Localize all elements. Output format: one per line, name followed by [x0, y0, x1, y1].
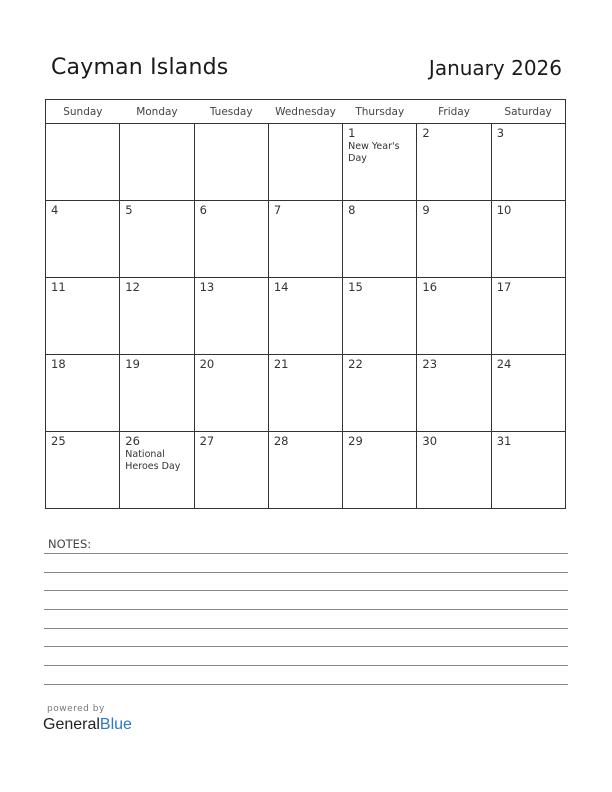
week-row	[46, 432, 566, 509]
day-cell	[491, 355, 565, 432]
note-line	[44, 628, 568, 629]
day-number: 12	[125, 280, 140, 294]
day-cell	[343, 355, 417, 432]
holiday-label: New Year's Day	[348, 141, 400, 164]
day-cell	[46, 432, 120, 509]
day-number: 25	[51, 434, 66, 448]
brand-blue: Blue	[99, 716, 132, 733]
weekday-header: Monday	[120, 100, 194, 124]
day-number: 24	[496, 357, 512, 371]
day-cell	[194, 432, 268, 509]
day-cell	[491, 201, 565, 278]
day-number: 19	[125, 357, 140, 371]
day-cell	[343, 432, 417, 509]
day-cell	[120, 355, 194, 432]
empty-day-cell	[194, 124, 268, 201]
day-cell	[343, 201, 417, 278]
day-number: 11	[51, 280, 66, 294]
weekday-header: Tuesday	[194, 100, 268, 124]
day-number: 2	[422, 126, 430, 140]
day-number: 20	[199, 357, 215, 371]
day-number: 8	[348, 203, 356, 217]
day-cell	[417, 278, 491, 355]
weekday-header-row	[46, 100, 566, 124]
day-cell	[268, 432, 342, 509]
day-cell	[417, 201, 491, 278]
weekday-header: Sunday	[46, 100, 120, 124]
day-number: 14	[273, 280, 289, 294]
day-number: 4	[51, 203, 59, 217]
day-cell	[120, 278, 194, 355]
day-number: 28	[273, 434, 289, 448]
day-number: 13	[199, 280, 215, 294]
weekday-header: Thursday	[343, 100, 417, 124]
week-row	[46, 124, 566, 201]
day-cell	[46, 278, 120, 355]
weekday-header: Friday	[417, 100, 491, 124]
day-cell	[194, 278, 268, 355]
note-line	[44, 609, 568, 610]
day-number: 23	[422, 357, 438, 371]
day-number: 16	[422, 280, 438, 294]
note-line	[44, 665, 568, 666]
weekday-header: Saturday	[491, 100, 565, 124]
empty-day-cell	[268, 124, 342, 201]
day-number: 26	[125, 434, 140, 448]
day-cell	[194, 355, 268, 432]
day-cell	[343, 278, 417, 355]
day-number: 6	[199, 203, 207, 217]
day-cell	[268, 201, 342, 278]
day-number: 29	[348, 434, 363, 448]
day-cell	[491, 124, 565, 201]
day-cell	[268, 278, 342, 355]
powered-by-text: powered by	[47, 704, 105, 714]
day-cell	[417, 432, 491, 509]
day-number: 1	[348, 126, 356, 140]
day-number: 18	[51, 357, 66, 371]
generalblue-logo[interactable]	[43, 716, 132, 734]
day-number: 5	[125, 203, 133, 217]
note-line	[44, 572, 568, 573]
day-number: 21	[273, 357, 289, 371]
brand-general: General	[43, 716, 100, 733]
note-line	[44, 553, 568, 554]
day-number: 3	[496, 126, 505, 140]
day-number: 7	[273, 203, 282, 217]
week-row	[46, 201, 566, 278]
week-row	[46, 278, 566, 355]
month-label: January 2026	[428, 56, 562, 80]
day-number: 27	[199, 434, 215, 448]
day-number: 22	[348, 357, 363, 371]
day-cell	[194, 201, 268, 278]
empty-day-cell	[120, 124, 194, 201]
day-cell	[491, 432, 565, 509]
notes-label: NOTES:	[48, 537, 92, 551]
day-number: 10	[496, 203, 512, 217]
note-line	[44, 590, 568, 591]
day-cell	[120, 432, 194, 509]
day-number: 9	[422, 203, 430, 217]
day-number: 31	[496, 434, 512, 448]
note-line	[44, 684, 568, 685]
calendar-grid	[45, 99, 566, 509]
day-cell	[491, 278, 565, 355]
day-cell	[417, 124, 491, 201]
day-cell	[268, 355, 342, 432]
day-cell	[120, 201, 194, 278]
calendar-title: Cayman Islands	[51, 55, 229, 80]
day-cell	[46, 201, 120, 278]
day-cell	[46, 355, 120, 432]
day-cell	[417, 355, 491, 432]
empty-day-cell	[46, 124, 120, 201]
note-line	[44, 646, 568, 647]
day-number: 15	[348, 280, 363, 294]
day-number: 30	[422, 434, 438, 448]
day-cell	[343, 124, 417, 201]
weekday-header: Wednesday	[268, 100, 342, 124]
holiday-label: National Heroes Day	[125, 449, 181, 472]
week-row	[46, 355, 566, 432]
day-number: 17	[496, 280, 512, 294]
